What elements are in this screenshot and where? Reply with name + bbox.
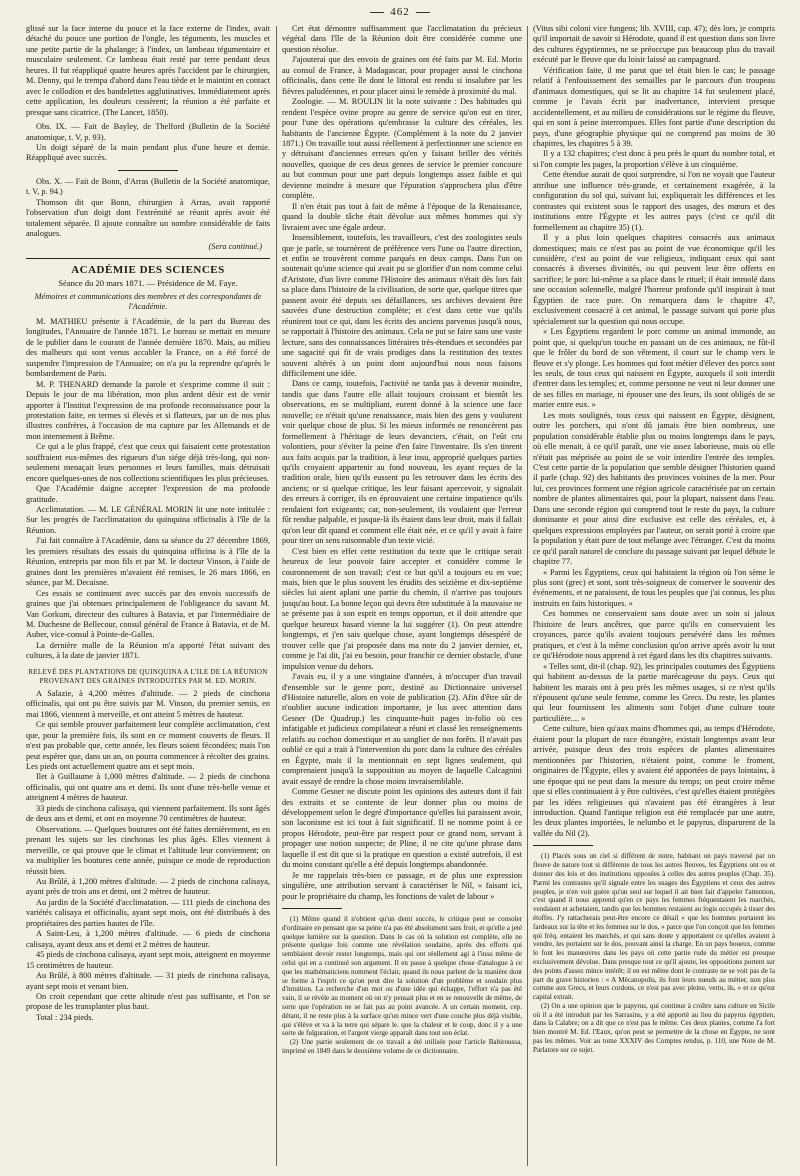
paragraph: Au Brûlé, à 1,200 mètres d'altitude. — 2 pieds de cinchona calisaya, ayant près de trois ans et demi, ont 2 mètres de hauteur. (26, 876, 270, 897)
paragraph: Zoologie. — M. ROULIN lit la note suivante : Des habitudes qui rendent l'espèce ovine propre au genre de service qu'on eut en tirer, pour l'une des opérations qu'embrasse la culture des céréales, les habitants de l'ancienne Égypte. (Complément à la note du 2 janvier 1871.) On travaille tout aussi réellement à perfectionner une science en y détruisant d'anciennes erreurs qu'en y faisant briller des vérités nouvelles, quoique de ces deux genres de service le premier concoure au but commun pour une part depuis longtemps assez faible et qui devienne moindre à mesure que l'épuration s'approchera plus d'être complète. (282, 97, 522, 201)
paragraph: Ces essais se continuent avec succès par des envois successifs de graines que j'ai obtenues principalement de l'obligeance du savant M. Van Gorkum, directeur des cultures à Batavia, et par l'intermédiaire de M. Duchesne de Bellecour, consul général de France à Batavia, et de M. Auber, vice-consul à Pointe-de-Galles. (26, 588, 270, 640)
paragraph: C'est bien en effet cette restitution du texte que le critique serait heureux de leur pouvoir faire accepter et considère comme le couronnement de son travail; c'est ce but qu'il a toujours eu en vue; mais, bien que le plus souvent les érudits des seizième et dix-septième siècles lui aient aplani une partie du chemin, il n'arrive pas toujours jusqu'au bout. La bonne leçon qui devra être substituée à la mauvaise ne se présente pas à son esprit en temps opportun, et il doit attendre que quelque heureux hasard vienne la lui suggérer (1). On peut attendre longtemps, et j'en sais quelque chose, ayant longtemps désespéré de trouver celle que j'ai proposée dans ma note du 2 janvier dernier, et, comme je l'ai dit, j'ai eu besoin, pour franchir ce dernier obstacle, d'une impulsion venue du dehors. (282, 546, 522, 671)
paragraph: Dans ce camp, toutefois, l'activité ne tarda pas à devenir moindre, tandis que dans l'autre elle allait toujours croissant et bientôt les observations, en se multipliant, eurent donné à la science une face nouvelle; ce n'était qu'une renaissance, mais bien des gens y voulurent voir quelque chose de plus. Si les mieux informés ne renoncèrent pas formellement à l'héritage de leurs devanciers, c'était, on l'eût cru volontiers, pour s'éviter la peine d'en faire l'inventaire. Ils s'en tinrent aux faits acquis par la tradition, à leur insu, approprié quelques parties qu'ils croyaient appartenir au fond nouveau, les ayant reçues de la tradition orale, bien qu'ils eussent pu les retrouver dans les écrits des anciens; or si quelque critique, les leur faisant apercevoir, y signalait des erreurs à corriger, ils en éprouvaient une certaine impatience qu'ils rendaient fort exigeants; car, non-seulement, ils voulaient que l'erreur fût rendue palpable, et jusque-là ils étaient dans leur droit, mais il fallait qu'on leur dît quand et comment elle était née, et ce qu'il y avait à faire pour tirer un sens raisonnable d'un texte vicié. (282, 379, 522, 546)
paragraph: Acclimatation. — M. LE GÉNÉRAL MORIN lit une note intitulée : Sur les progrès de l'acclimatation du quinquina officinalis à l'île de la Réunion. (26, 505, 270, 535)
paragraph: Je me rappelais très-bien ce passage, et de plus une expression singulière, une attribution servant à caractériser le Nil, « faisant ici, pour le propriétaire du champ, les fonctions de valet de labour » (282, 870, 522, 901)
column-middle (282, 24, 522, 1170)
observation-title: Obs. IX. — Fait de Bayley, de Thelford (Bulletin de la Société anatomique, t. V, p. 93). (26, 122, 270, 142)
session-line: Séance du 20 mars 1871. — Présidence de M. Faye. (58, 277, 238, 288)
footnote-rule (533, 845, 593, 846)
footnote: (1) Placés sous un ciel si différent de notre, habitant un pays traversé par un fleuve de nature tout si différente de tous les autres fleuves, les Égyptiens ont eu et donner des lois et des institutions opposées à celles des autres peuples (Chap. 35). Parmi les contrastes qu'il signale entre les usages des Égyptiens et ceux des autres peuples, je n'en voit guère qu'un seul sur lequel il ait bien fait d'appeler l'attention, c'est quand il nous apprend qu'en ce pays les femmes fréquentaient les marchés, vendaient et achetaient, tandis que les hommes restaient au logis occupés à tisser des étoffes. J'y rattacherais peut-être encore ce détail « que les hommes portaient les fardeaux sur la tête et les femmes sur le dos, » parce que l'on conçoit que les femmes qui fréq. entaient les marchés, et qui sans doute y apportaient ce qu'elles avaient à vendre, les portaient sur le dos, pouvant ainsi la charge. En un pays boueux, comme le font les manœuvres dans les pays où cette partie rude du métier est presque exclusivement dévolue. Dans presque tout ce qu'il ajoute, les oppositions portent sur des points d'assez mince intérêt; il en est même dont le contraste ne se voit pas de la part du grave historien : « A Mécanopolis, ils font leurs nœuds au métier, non plus comme aux Grecs, et leurs cordons, ce n'est pas avec pleine, vertu, ils, » et ce qu'est capital extrait. (533, 852, 775, 1002)
paragraph: La dernière malle de la Réunion m'a apporté l'état suivant des cultures, à la date de janvier 1871. (26, 640, 270, 661)
paragraph: « Les Égyptiens regardent le porc comme un animal immonde, au point que, si quelqu'un touche en passant un de ces animaux, ne fût-il que le frôler du bord de son vêtement, il court sur le champ vers le fleuve et s'y plonge. Les hommes qui font métier d'élever des porcs sont les seuls, de tous ceux qui naissent en Égypte, auxquels il soit interdit d'entrer dans les temples; et, comme personne ne veut ni leur donner une de ses filles en mariage, ni épouser une des leurs, ils sont obligés de se marier entre eux. » (533, 327, 775, 410)
column-divider (527, 26, 528, 1166)
observation-title: Obs. X. — Fait de Bonn, d'Arras (Bulletin de la Société anatomique, t. V, p. 94.) (26, 176, 270, 197)
paragraph: Observations. — Quelques boutures ont été faites dernièrement, en en prenant les sujets sur les cinchonas les plus âgés. Elles viennent à merveille, ce qui prouve que le climat et l'altitude leur conviennent; on va multiplier les boutures cette année, puisque ce mode de reproduction réussit bien. (26, 824, 270, 876)
paragraph: M. MATHIEU présente à l'Académie, de la part du Bureau des longitudes, l'Annuaire de l'année 1871. Le bureau se mettait en mesure de le publier dans le courant de l'année dernière 1870. Mais, au milieu des malheurs qui sont venus accabler la France, on a été forcé de suspendre l'impression de l'Annuaire; on n'a pu la reprendre qu'après le bombardement de Paris. (26, 316, 270, 379)
paragraph: 33 pieds de cinchona calisaya, qui viennent parfaitement. Ils sont âgés de deux ans et demi, et ont en moyenne 70 centimètres de hauteur. (26, 803, 270, 824)
paragraph: « Parmi les Égyptiens, ceux qui habitaient la région où l'on sème le plus sont (grec) et sont, sont très-soigneux de conserver le souvenir des événements, et ne paraissent, de tous les peuples que j'ai connus, les plus instruits en faits historiques. » (533, 567, 775, 608)
paragraph: Cette culture, bien qu'aux mains d'hommes qui, au temps d'Hérodote, étaient pour la plupart de race étrangère, existait longtemps avant leur arrivée, puisque deux des trois espèces de plantes alimentaires mentionnées par l'historien, n'étaient point, comme le froment, originaires de l'Égypte, elles y avaient été apportées de pays lointains, à une époque qui ne peut dans la mesure du temps; on peut croire même que si elles continuaient à y être cultivées, c'est qu'elles étaient protégées par les idées religieuses qui n'avaient pas été étrangères à leur introduction. Quand l'antique religion eut été remplacée par une autre, les deux plantes importées, le nelumbo et le papyrus, disparurent de la vallée du Nil (2). (533, 724, 775, 838)
table-title: RELEVÉ DES PLANTATIONS DE QUINQUINA A L'ILE DE LA RÉUNION PROVENANT DES GRAINES INTRODUITES PAR M. ED. MORIN. (28, 667, 268, 685)
separator (118, 170, 178, 171)
paragraph: Que l'Académie daigne accepter l'expression de ma profonde gratitude. (26, 484, 270, 504)
paragraph: J'avais eu, il y a une vingtaine d'années, à m'occuper d'un travail d'ensemble sur le genre porc, destiné au Dictionnaire universel d'Histoire naturelle, alors en voie de publication (2). Afin d'être sûr de n'oublier aucune indication importante, je lus avec attention dans Gesner (De Quadrup.) les cinquante-huit pages in-folio où ces infatigable et judicieux compilateur a réuni et classé les renseignements relatifs au cochon domestique et au sanglier de nos forêts. Il n'avait pas oublié ce qui a trait à l'intervention du porc dans la culture des céréales en Égypte, mais il la mentionnait en sept lignes seulement, qui comprenaient jusqu'à la supposition au moyen de laquelle Calcagnini avait essayé de rendre la chose moins invraisemblable. (282, 672, 522, 786)
paragraph: Il n'en était pas tout à fait de même à l'époque de la Renaissance, quand la double tâche était dévolue aux mêmes hommes qui s'y livraient avec une égale ardeur. (282, 201, 522, 232)
paragraph: (Vitus sibi coloni vice fungens; lib. XVIII, cap. 47); dès lors, je compris qu'il importait de savoir si Hérodote, quand il est question dans son livre des cultures égyptiennes, ne se préoccupe pas beaucoup plus du travail exécuté par le fleuve que du loisir laissé au campagnard. (533, 24, 775, 65)
footnotes (533, 852, 775, 1054)
paragraph: M. P. THENARD demande la parole et s'exprime comme il suit : Depuis le jour de ma libération, mon plus ardent désir est de venir apporter à l'Institut l'expression de ma profonde reconnaissance pour la protestation faite, en termes si élevés et si flatteurs, par un de nos plus illustres confrères, à l'occasion de ma capture par les Allemands et de mon internement à Brême. (26, 379, 270, 441)
paragraph: Comme Gesner ne discute point les opinions des auteurs dont il fait des extraits et se contente de leur donner plus ou moins de développement selon le degré d'importance qu'elles lui paraissent avoir, son laconisme est ici tout à fait significatif. Il ne nomme point à ce propos Hérodote, peut-être par respect pour ce grand nom, servant à propager une notion suspecte; de Pline, il ne cite qu'une phrase dans laquelle il est dit que si la pratique en question a existé autrefois, il est du moins constant qu'elle a été depuis longtemps abandonnée. (282, 787, 522, 870)
section-heading: ACADÉMIE DES SCIENCES (71, 264, 225, 277)
paragraph: J'ai fait connaître à l'Académie, dans sa séance du 27 décembre 1869, les premiers résultats des essais du quinquina officina is à l'île de la Réunion, entrepris par mon fils et par M. le docteur Vinson, à l'aide de graines dont les premières m'avaient été remises, le 26 mars 1866, en séance, par M. Decaisne. (26, 536, 270, 588)
paragraph: Les mots soulignés, tous ceux qui naissent en Égypte, désignent, outre les porchers, qui n'ont dû jamais être bien nombreux, une population considérable établie plus ou moins longtemps dans le pays, où elle menait, à ce qu'il paraît, une vie assez laborieuse, mais où elle n'était pas méprisée au point de se voir interdire l'entrée des temples. C'est cette partie de la population que semble désigner l'historien quand il parle (chap. 92) des habitants des provinces voisines de la mer. Pour lui, ces provinces forment une région agricole caractérisée par un certain nombre de plantes alimentaires qui, pour la plupart, naissent dans l'eau. Dans une seconde région qui comprend tout le reste du pays, la culture dominante et pour ainsi dire exclusive est celle des céréales, et, à quelques expressions employées par l'auteur, on serait porté à croire que la population y était pure de tout mélange avec l'étranger. C'est du moins ce qu'il paraît naturel de conclure du passage suivant par lequel débute le chapitre 77. (533, 410, 775, 567)
paragraph: Cet état démontre suffisamment que l'acclimatation du précieux végétal dans l'île de la Réunion doit être considérée comme une question résolue. (282, 24, 522, 54)
paragraph: Thomson dit que Bonn, chirurgien à Arras, avait rapporté l'observation d'un doigt dont l'extrémité se réunit après avoir été totalement séparée. Il ajoute connaître un nombre considérable de faits analogues. (26, 197, 270, 239)
subheading: Mémoires et communications des membres et des correspondants de l'Académie. (34, 291, 262, 312)
footnote: (2) On a une opinion que le papyrus, qui continue à croître sans culture en Sicile où il a été introduit par les Sarrasins, y a été apporté au lieu du papyrus égyptien, dans la Calabre; on a dit que ce n'est pas le même. Ces deux plantes, comme l'a fort bien montré M. Ed. l'Eaux, qu'on peut se permettre de la chose en Égypte, ne sont pas les mêmes. Voir au tome XXXIV des Comptes rendus, p. 110, une Note de M. Parlatore sur ce sujet. (533, 1001, 775, 1054)
paragraph: Vérification faite, il me parut que tel était bien le cas; le passage relatif à l'enfouissement des semailles par le parcours d'un troupeau d'animaux domestiques, qui se lit au chapitre 14 fut seulement placé, comme je l'avais écrit par inadvertance, intervient presque accidentellement, et au milieu de considérations sur le régime du fleuve, qui en sont à peine interrompues. Elles font partie d'une description du pays, d'une géographie physique qui ne comprend pas moins de 30 chapitres, les chapitres 5 à 39. (533, 65, 775, 148)
paragraph: Ce qui a le plus frappé, c'est que ceux qui faisaient cette protestation souffraient eux-mêmes des rigueurs d'un siége déjà très-long, qui non-seulement menaçait leurs personnes et leurs familles, mais détruisait encore quelques-unes de nos collections scientifiques les plus précieuses. (26, 442, 270, 483)
paragraph: Cette étendue aurait de quoi surprendre, si l'on ne voyait que l'auteur attribue une influence très-grande, et certainement exagérée, à la configuration du sol qui, suivant lui, expliquerait les différences et les contrastes qui existent sous le rapport des usages, des mœurs et des institutions entre l'Égypte et les autres pays (c'est ce qu'il dit formellement au chapitre 35) (1). (533, 170, 775, 232)
paragraph: Au Brûlé, à 800 mètres d'altitude. — 31 pieds de cinchona calisaya, ayant sept mois et venant bien. (26, 971, 270, 991)
page-number: 462 (0, 6, 800, 18)
footnote-rule (282, 908, 342, 909)
paragraph: Ces hommes ne conservaient sans doute avec un soin si jaloux l'histoire de leurs ancêtres, que parce qu'ils en conservaient les croyances, parce qu'ils avaient toujours persévéré dans les mêmes pratiques, et c'est à la même conclusion qu'on arrive après avoir lu tout ce qu'Hérodote nous apprend à cet égard dans les dix chapitres suivants. (533, 609, 775, 661)
paragraph: On croit cependant que cette altitude n'est pas suffisante, et l'on se propose de les transplanter plus haut. (26, 991, 270, 1012)
column-right (533, 24, 775, 1170)
paragraph: J'ajouterai que des envois de graines ont été faits par M. Ed. Morin au consul de France, à Madagascar, pour propager aussi le cinchona officinalis, dans cette île dont le littoral est rendu si insalubre par les fièvres paludéennes, et pour placer ainsi le remède à proximité du mal. (282, 55, 522, 96)
paragraph: 45 pieds de cinchona calisaya, ayant sept mois, atteignent en moyenne 15 centimètres de hauteur. (26, 950, 270, 970)
footnote: (1) Même quand il n'obtient qu'un demi succès, le critique peut se consoler d'ordinaire en pensant que sa peine n'a pas été absolument sans fruit, et qu'elle a jeté quelque lumière sur la question. Dans le cas où la solution est complète, elle ne présente quelque fois comme une révélation soudaine, après des efforts qui semblaient devoir rester longtemps, mais qui ont réellement agi à l'insu même de celui qui en a continué son argument. Il en passe à quelque chose d'analogue à ce que les mathématiciens nomment l'éclair, quand ils nous parlent de la manière dont se forme à l'esprit ce qu'on peut dire la solution d'un problème et soudain plus d'intuition. La recherche d'un mot ou d'une idée qui échappe, l'effort n'a pas été vain, il se révèle au moment où on n'y pensait plus et en se renouvelle de même, de sorte que l'opération ne se fait pas au point avancée. A un certain moment, cep. détant, il ne reste plus à la surface qu'un mince vert d'une couche plus déjà visible, qui s'élève et va à la terre qui sépare le. que la chaleur et le coup, donc il y a une sorte de fulguration, et l'argent vierge apparaît dans tout son éclat. (282, 915, 522, 1038)
paragraph: A Saint-Leu, à 1,200 mètres d'altitude. — 6 pieds de cinchona calisaya, ayant deux ans et demi et 2 mètres de hauteur. (26, 929, 270, 949)
column-divider (276, 26, 277, 1166)
paragraph: A Salazie, à 4,200 mètres d'altitude. — 2 pieds de cinchona officinalis, qui ont pu être suivis par M. Vinson, du premier semis, en mai 1866, viennent à merveille, et ont atteint 5 mètres de hauteur. (26, 688, 270, 719)
paragraph: Il y a plus loin quelques chapitres consacrés aux animaux domestiques; mais ce n'est pas au point de vue économique qu'il les considère, c'est au point de vue religieux, indiquant ceux qui sont consacrés à diverses divinités, ou qui peuvent leur être offerts en sacrifice; le porc lui-même a sa place dans le rituel; il était immolé dans une occasion solennelle, malgré l'horreur profonde qu'il inspirait à tout Égyptien de race pure. On remarquera dans le chapitre 47, exclusivement consacré à cet animal, le passage suivant qui porte plus spécialement sur la question qui nous occupe. (533, 233, 775, 326)
paragraph: Un doigt séparé de la main pendant plus d'une heure et demie. Réappliqué avec succès. (26, 142, 270, 163)
paragraph: Au jardin de la Société d'acclimatation. — 111 pieds de cinchona des variétés calisaya et officinalis, ayant sept mois, ont été distribués à des propriétaires des parties hautes de l'île. (26, 897, 270, 928)
paragraph: Il y a 132 chapitres; c'est donc à peu près le quart du nombre total, et si l'on compte les pages, la proportion s'élève à un cinquième. (533, 149, 775, 169)
column-left (26, 24, 270, 1170)
paragraph: Ilet à Guillaume à 1,000 mètres d'altitude. — 2 pieds de cinchona officinalis, qui ont quatre ans et demi. Ils sont d'une très-belle venue et atteignent 4 mètres de hauteur. (26, 772, 270, 803)
paragraph: « Telles sont, dit-il (chap. 92), les principales coutumes des Égyptiens qui habitent au-dessus de la partie marécageuse du pays. Ceux qui habitent les marais ont à peu près les mêmes usages, si ce n'est qu'ils n'épousent qu'une seule femme, comme les Grecs. Du reste, les plantes qui leur fournissent les aliments sont l'objet d'une culture toute particulière.... » (533, 661, 775, 723)
continued-note: (Sera continué.) (208, 241, 262, 251)
total-line: Total : 234 pieds. (36, 1012, 94, 1022)
paragraph: Ce qui semble prouver parfaitement leur complète acclimatation, c'est que, pour la première fois, ils sont en ce moment couverts de fleurs. Il n'est pas probable que, cette année, les fleurs soient fécondées; mais l'on peut espérer que, dans un an, on pourra commencer à récolter des grains. Les pieds ont actuellement quatre ans et sept mois. (26, 720, 270, 771)
footnote: (2) Une partie seulement de ce travail a été utilisée pour l'article Babiroussa, imprimé en 1849 dans le deuxième volume de ce dictionnaire. (282, 1038, 522, 1056)
paragraph: Insensiblement, toutefois, les travailleurs, c'est des zoologistes seuls que je parle, se tournèrent de préférence vers l'une ou l'autre direction, et enfin se trouvèrent comme parqués en deux camps. Dans l'un on soutenait qu'une science qui avait pu se glorifier d'un nom comme celui d'Aristote, d'un livre comme l'Histoire des animaux n'était dès lors fait sa place dans l'histoire de la civilisation, de sorte que, quelque titres que passent avoir été depuis ses défaillances, ses archives devaient être sauvées d'une destruction complète; et c'est dans cette vue qu'ils réunirent tout ce qui, dans les écrits des anciens parvenus jusqu'à nous, se rapportait à l'histoire des animaux. Cela ne put se faire sans une vaste lecture, sans des connaissances littéraires très-étendues et secondées par une sagacité qui fit de vrais prodiges dans la restitution des textes souvent altérés à un point dont aujourd'hui nous nous faisons difficilement une idée. (282, 233, 522, 378)
paragraph: glissé sur la face interne du pouce et la face externe de l'index, avait détaché du pouce une portion de l'ongle, les téguments, les muscles et une petite partie de la phalange; à l'index, un lambeau tégumentaire et musculaire seulement. Ce lambeau était resté par terre pendant deux heures. Il fut réappliqué quatre heures après l'accident par le chirurgien, M. Denny, qui le trempa d'abord dans l'eau tiède et le maintint en contact avec le collodion et des bandelettes agglutinatives. Immédiatement après cette application, les douleurs cessèrent; la réunion a été parfaite et presque sans cicatrice. (The Lancet, 1850). (26, 24, 270, 117)
footnotes (282, 915, 522, 1056)
separator (26, 258, 270, 259)
